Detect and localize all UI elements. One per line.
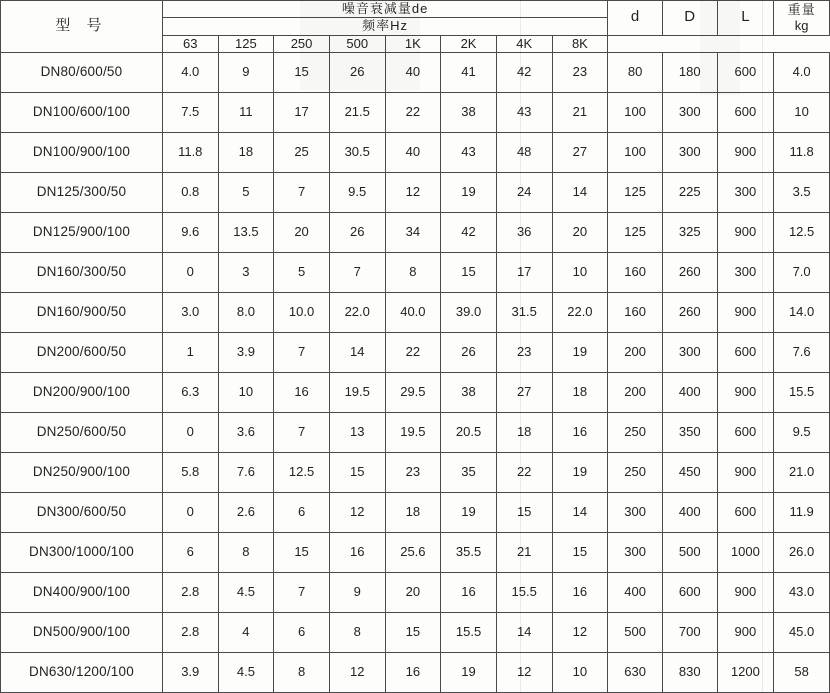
cell-model: DN630/1200/100 — [1, 652, 163, 692]
cell-model: DN250/600/50 — [1, 412, 163, 452]
cell-weight: 12.5 — [774, 212, 830, 252]
cell-freq-8k: 23 — [552, 52, 608, 92]
cell-freq-500: 26 — [329, 52, 385, 92]
cell-freq-2k: 39.0 — [441, 292, 497, 332]
cell-freq-1k: 12 — [385, 172, 441, 212]
cell-freq-500: 22.0 — [329, 292, 385, 332]
cell-freq-2k: 19 — [441, 492, 497, 532]
cell-freq-4k: 18 — [496, 412, 552, 452]
cell-model: DN200/600/50 — [1, 332, 163, 372]
cell-D: 600 — [662, 572, 717, 612]
header-d: d — [608, 1, 663, 36]
table-row — [1, 132, 830, 172]
cell-d: 200 — [608, 332, 663, 372]
cell-D: 450 — [662, 452, 717, 492]
cell-d: 630 — [608, 652, 663, 692]
cell-model: DN300/600/50 — [1, 492, 163, 532]
cell-d: 500 — [608, 612, 663, 652]
cell-model: DN125/900/100 — [1, 212, 163, 252]
cell-freq-4k: 42 — [496, 52, 552, 92]
cell-d: 80 — [608, 52, 663, 92]
cell-L: 900 — [717, 372, 774, 412]
cell-freq-2k: 15 — [441, 252, 497, 292]
cell-freq-2k: 16 — [441, 572, 497, 612]
cell-freq-125: 3 — [218, 252, 274, 292]
cell-freq-2k: 43 — [441, 132, 497, 172]
cell-freq-1k: 16 — [385, 652, 441, 692]
header-freq-1k: 1K — [385, 35, 441, 52]
cell-freq-8k: 14 — [552, 172, 608, 212]
cell-freq-250: 7 — [274, 412, 330, 452]
cell-freq-125: 2.6 — [218, 492, 274, 532]
cell-freq-8k: 14 — [552, 492, 608, 532]
cell-freq-8k: 18 — [552, 372, 608, 412]
cell-freq-63: 0 — [162, 412, 218, 452]
cell-freq-250: 10.0 — [274, 292, 330, 332]
cell-freq-63: 6 — [162, 532, 218, 572]
cell-freq-125: 8 — [218, 532, 274, 572]
cell-freq-63: 9.6 — [162, 212, 218, 252]
cell-model: DN400/900/100 — [1, 572, 163, 612]
cell-freq-500: 21.5 — [329, 92, 385, 132]
cell-L: 300 — [717, 252, 774, 292]
cell-weight: 7.6 — [774, 332, 830, 372]
cell-L: 900 — [717, 132, 774, 172]
cell-freq-250: 7 — [274, 172, 330, 212]
cell-freq-250: 17 — [274, 92, 330, 132]
table-row — [1, 372, 830, 412]
cell-freq-2k: 38 — [441, 92, 497, 132]
table-row — [1, 92, 830, 132]
cell-L: 600 — [717, 92, 774, 132]
cell-L: 900 — [717, 572, 774, 612]
cell-freq-8k: 10 — [552, 252, 608, 292]
cell-freq-8k: 19 — [552, 452, 608, 492]
cell-freq-2k: 42 — [441, 212, 497, 252]
cell-freq-4k: 23 — [496, 332, 552, 372]
cell-freq-4k: 24 — [496, 172, 552, 212]
cell-freq-125: 4.5 — [218, 652, 274, 692]
cell-D: 500 — [662, 532, 717, 572]
cell-D: 300 — [662, 92, 717, 132]
cell-d: 125 — [608, 172, 663, 212]
cell-freq-125: 8.0 — [218, 292, 274, 332]
cell-freq-63: 0 — [162, 492, 218, 532]
cell-freq-2k: 20.5 — [441, 412, 497, 452]
cell-freq-63: 6.3 — [162, 372, 218, 412]
header-freq-500: 500 — [329, 35, 385, 52]
cell-model: DN160/300/50 — [1, 252, 163, 292]
cell-D: 400 — [662, 492, 717, 532]
cell-freq-500: 12 — [329, 492, 385, 532]
cell-freq-250: 16 — [274, 372, 330, 412]
cell-freq-250: 5 — [274, 252, 330, 292]
cell-weight: 14.0 — [774, 292, 830, 332]
cell-freq-2k: 19 — [441, 652, 497, 692]
cell-weight: 4.0 — [774, 52, 830, 92]
cell-L: 600 — [717, 492, 774, 532]
cell-freq-125: 3.6 — [218, 412, 274, 452]
cell-model: DN500/900/100 — [1, 612, 163, 652]
cell-freq-4k: 14 — [496, 612, 552, 652]
cell-freq-1k: 34 — [385, 212, 441, 252]
cell-freq-500: 9 — [329, 572, 385, 612]
cell-freq-1k: 22 — [385, 92, 441, 132]
cell-weight: 15.5 — [774, 372, 830, 412]
cell-d: 125 — [608, 212, 663, 252]
table-header-row-1 — [1, 1, 830, 18]
cell-freq-500: 14 — [329, 332, 385, 372]
cell-freq-2k: 15.5 — [441, 612, 497, 652]
cell-freq-8k: 10 — [552, 652, 608, 692]
cell-freq-250: 15 — [274, 532, 330, 572]
cell-d: 250 — [608, 412, 663, 452]
cell-freq-2k: 35.5 — [441, 532, 497, 572]
cell-freq-1k: 15 — [385, 612, 441, 652]
cell-d: 400 — [608, 572, 663, 612]
cell-freq-63: 2.8 — [162, 572, 218, 612]
cell-freq-63: 5.8 — [162, 452, 218, 492]
cell-weight: 11.8 — [774, 132, 830, 172]
cell-freq-4k: 48 — [496, 132, 552, 172]
header-weight-line2: kg — [794, 17, 809, 33]
cell-freq-125: 7.6 — [218, 452, 274, 492]
cell-L: 900 — [717, 212, 774, 252]
table-row — [1, 612, 830, 652]
cell-d: 200 — [608, 372, 663, 412]
cell-freq-500: 8 — [329, 612, 385, 652]
cell-model: DN200/900/100 — [1, 372, 163, 412]
cell-model: DN160/900/50 — [1, 292, 163, 332]
cell-freq-500: 9.5 — [329, 172, 385, 212]
header-freq-2k: 2K — [441, 35, 497, 52]
cell-freq-1k: 22 — [385, 332, 441, 372]
cell-freq-8k: 21 — [552, 92, 608, 132]
cell-freq-1k: 40.0 — [385, 292, 441, 332]
cell-L: 600 — [717, 332, 774, 372]
header-freq-63: 63 — [162, 35, 218, 52]
cell-freq-63: 0 — [162, 252, 218, 292]
cell-freq-4k: 43 — [496, 92, 552, 132]
table-row — [1, 332, 830, 372]
cell-weight: 11.9 — [774, 492, 830, 532]
cell-freq-1k: 23 — [385, 452, 441, 492]
header-freq-250: 250 — [274, 35, 330, 52]
cell-D: 400 — [662, 372, 717, 412]
cell-freq-250: 7 — [274, 572, 330, 612]
cell-freq-500: 16 — [329, 532, 385, 572]
cell-freq-1k: 40 — [385, 52, 441, 92]
table-row — [1, 412, 830, 452]
cell-freq-250: 7 — [274, 332, 330, 372]
cell-weight: 7.0 — [774, 252, 830, 292]
header-attenuation-group: 噪音衰减量de — [162, 1, 607, 18]
cell-freq-2k: 26 — [441, 332, 497, 372]
cell-freq-63: 3.0 — [162, 292, 218, 332]
cell-D: 300 — [662, 332, 717, 372]
cell-freq-4k: 17 — [496, 252, 552, 292]
cell-freq-500: 13 — [329, 412, 385, 452]
cell-D: 350 — [662, 412, 717, 452]
cell-d: 160 — [608, 252, 663, 292]
header-freq-4k: 4K — [496, 35, 552, 52]
cell-D: 260 — [662, 252, 717, 292]
cell-freq-2k: 38 — [441, 372, 497, 412]
cell-freq-250: 8 — [274, 652, 330, 692]
cell-freq-4k: 15.5 — [496, 572, 552, 612]
cell-freq-125: 5 — [218, 172, 274, 212]
cell-D: 225 — [662, 172, 717, 212]
cell-L: 600 — [717, 412, 774, 452]
cell-freq-2k: 35 — [441, 452, 497, 492]
cell-L: 1200 — [717, 652, 774, 692]
cell-freq-1k: 29.5 — [385, 372, 441, 412]
cell-d: 100 — [608, 132, 663, 172]
cell-freq-250: 12.5 — [274, 452, 330, 492]
cell-freq-1k: 40 — [385, 132, 441, 172]
cell-freq-250: 25 — [274, 132, 330, 172]
cell-freq-8k: 22.0 — [552, 292, 608, 332]
cell-freq-125: 4.5 — [218, 572, 274, 612]
cell-d: 100 — [608, 92, 663, 132]
cell-freq-4k: 31.5 — [496, 292, 552, 332]
cell-weight: 10 — [774, 92, 830, 132]
cell-L: 1000 — [717, 532, 774, 572]
cell-model: DN300/1000/100 — [1, 532, 163, 572]
cell-freq-125: 4 — [218, 612, 274, 652]
table-body — [1, 52, 830, 692]
cell-freq-500: 7 — [329, 252, 385, 292]
cell-freq-1k: 19.5 — [385, 412, 441, 452]
cell-weight: 3.5 — [774, 172, 830, 212]
cell-weight: 9.5 — [774, 412, 830, 452]
cell-weight: 26.0 — [774, 532, 830, 572]
table-row — [1, 492, 830, 532]
cell-freq-500: 19.5 — [329, 372, 385, 412]
cell-freq-4k: 27 — [496, 372, 552, 412]
header-D: D — [662, 1, 717, 36]
cell-model: DN125/300/50 — [1, 172, 163, 212]
cell-freq-8k: 16 — [552, 572, 608, 612]
table-row — [1, 252, 830, 292]
cell-freq-63: 7.5 — [162, 92, 218, 132]
cell-freq-8k: 12 — [552, 612, 608, 652]
cell-freq-63: 4.0 — [162, 52, 218, 92]
cell-freq-63: 11.8 — [162, 132, 218, 172]
cell-freq-125: 13.5 — [218, 212, 274, 252]
cell-freq-125: 10 — [218, 372, 274, 412]
cell-freq-125: 3.9 — [218, 332, 274, 372]
cell-freq-2k: 41 — [441, 52, 497, 92]
cell-freq-1k: 18 — [385, 492, 441, 532]
cell-weight: 45.0 — [774, 612, 830, 652]
cell-freq-2k: 19 — [441, 172, 497, 212]
cell-freq-4k: 22 — [496, 452, 552, 492]
cell-D: 700 — [662, 612, 717, 652]
cell-freq-8k: 27 — [552, 132, 608, 172]
cell-freq-63: 1 — [162, 332, 218, 372]
cell-freq-8k: 20 — [552, 212, 608, 252]
header-frequency-group: 频率Hz — [162, 18, 607, 35]
cell-L: 600 — [717, 52, 774, 92]
cell-model: DN80/600/50 — [1, 52, 163, 92]
cell-freq-500: 12 — [329, 652, 385, 692]
cell-weight: 21.0 — [774, 452, 830, 492]
cell-D: 180 — [662, 52, 717, 92]
cell-weight: 43.0 — [774, 572, 830, 612]
cell-freq-250: 6 — [274, 612, 330, 652]
cell-d: 300 — [608, 532, 663, 572]
cell-freq-63: 0.8 — [162, 172, 218, 212]
cell-freq-4k: 15 — [496, 492, 552, 532]
cell-L: 900 — [717, 292, 774, 332]
cell-D: 300 — [662, 132, 717, 172]
cell-D: 325 — [662, 212, 717, 252]
cell-freq-125: 9 — [218, 52, 274, 92]
table-row — [1, 212, 830, 252]
cell-model: DN250/900/100 — [1, 452, 163, 492]
cell-D: 830 — [662, 652, 717, 692]
cell-freq-8k: 16 — [552, 412, 608, 452]
cell-freq-4k: 12 — [496, 652, 552, 692]
cell-freq-500: 15 — [329, 452, 385, 492]
table-row — [1, 572, 830, 612]
cell-freq-1k: 20 — [385, 572, 441, 612]
cell-freq-4k: 21 — [496, 532, 552, 572]
cell-D: 260 — [662, 292, 717, 332]
cell-L: 900 — [717, 612, 774, 652]
cell-freq-63: 2.8 — [162, 612, 218, 652]
header-weight — [774, 1, 830, 36]
cell-L: 300 — [717, 172, 774, 212]
cell-freq-125: 18 — [218, 132, 274, 172]
table-row — [1, 52, 830, 92]
header-freq-8k: 8K — [552, 35, 608, 52]
cell-model: DN100/600/100 — [1, 92, 163, 132]
cell-freq-125: 11 — [218, 92, 274, 132]
cell-freq-500: 26 — [329, 212, 385, 252]
header-model: 型 号 — [1, 1, 163, 53]
cell-freq-63: 3.9 — [162, 652, 218, 692]
cell-d: 300 — [608, 492, 663, 532]
cell-freq-1k: 8 — [385, 252, 441, 292]
table-row — [1, 532, 830, 572]
header-weight-line1: 重量 — [787, 1, 816, 17]
cell-model: DN100/900/100 — [1, 132, 163, 172]
cell-freq-250: 6 — [274, 492, 330, 532]
table-row — [1, 172, 830, 212]
cell-L: 900 — [717, 452, 774, 492]
cell-freq-8k: 19 — [552, 332, 608, 372]
cell-freq-250: 15 — [274, 52, 330, 92]
cell-freq-8k: 15 — [552, 532, 608, 572]
cell-d: 250 — [608, 452, 663, 492]
cell-freq-500: 30.5 — [329, 132, 385, 172]
table-row — [1, 292, 830, 332]
header-L: L — [717, 1, 774, 36]
table-row — [1, 452, 830, 492]
cell-d: 160 — [608, 292, 663, 332]
cell-freq-4k: 36 — [496, 212, 552, 252]
cell-freq-250: 20 — [274, 212, 330, 252]
header-freq-125: 125 — [218, 35, 274, 52]
cell-weight: 58 — [774, 652, 830, 692]
cell-freq-1k: 25.6 — [385, 532, 441, 572]
table-row — [1, 652, 830, 692]
